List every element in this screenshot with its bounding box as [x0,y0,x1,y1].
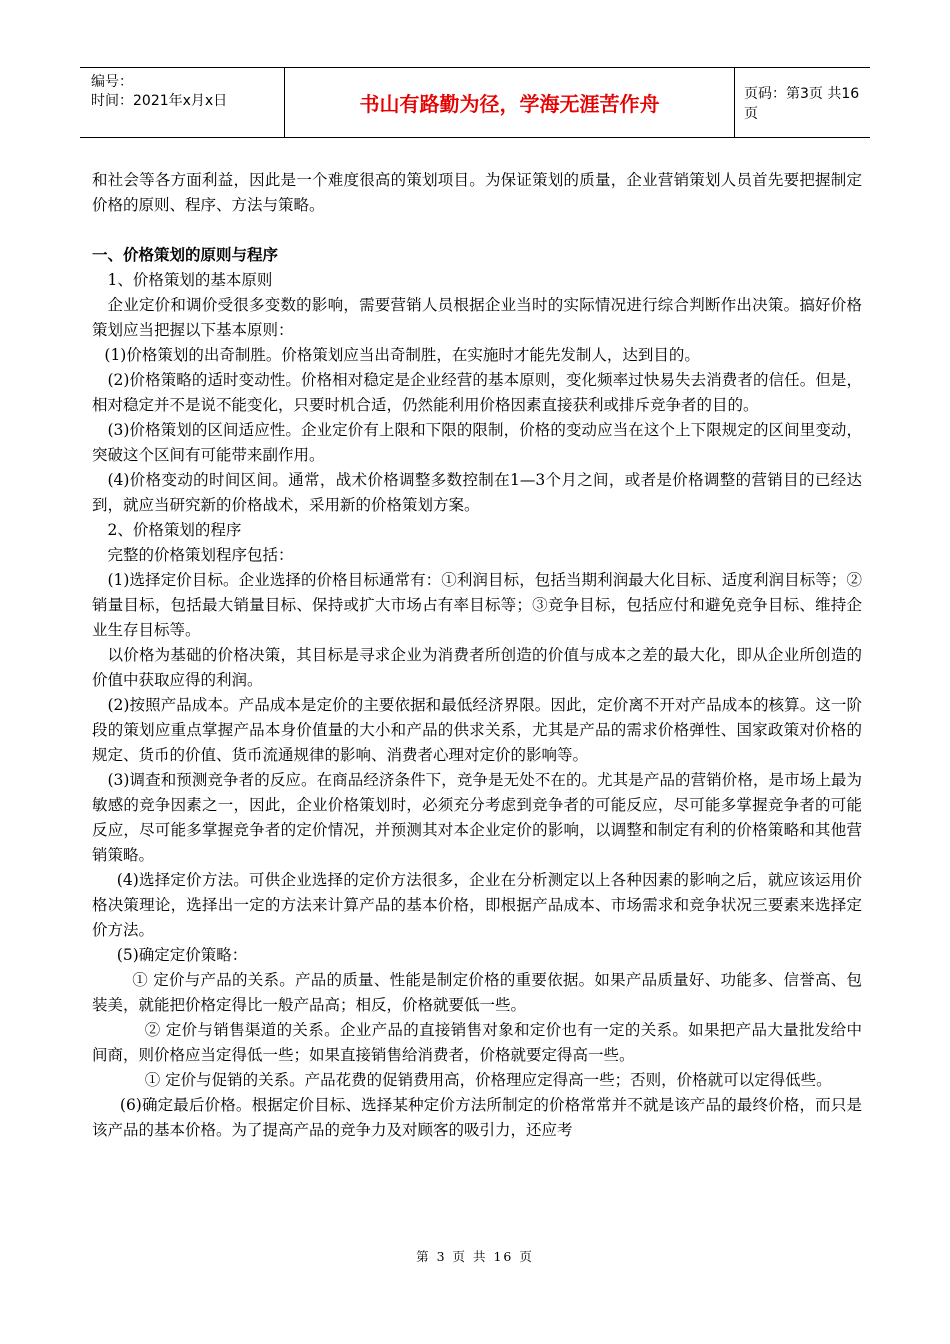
document-body [92,168,862,1143]
body-paragraph: ① 定价与促销的关系。产品花费的促销费用高，价格理应定得高一些；否则，价格就可以定得低些。 [144,1071,832,1089]
body-paragraph: 2、价格策划的程序 [107,521,242,539]
time-label: 时间：2021年x月x日 [91,93,228,109]
body-paragraph: 完整的价格策划程序包括： [107,546,294,564]
body-paragraph: (4)选择定价方法。可供企业选择的定价方法很多，企业在分析测定以上各种因素的影响之后，就应该运用价格决策理论，选择出一定的方法来计算产品的基本价格，即根据产品成本、市场需求和竞争状况三要素来选择定价方法。 [92,871,862,939]
section-heading: 一、价格策划的原则与程序 [92,246,279,264]
body-paragraph: (2)价格策略的适时变动性。价格相对稳定是企业经营的基本原则，变化频率过快易失去消费者的信任。但是，相对稳定并不是说不能变化，只要时机合适，仍然能利用价格因素直接获利或排斥竞争者的目的。 [92,371,862,414]
body-paragraph: 1、价格策划的基本原则 [107,271,273,289]
body-paragraph: (5)确定定价策略： [116,946,248,964]
body-paragraph: 企业定价和调价受很多变数的影响，需要营销人员根据企业当时的实际情况进行综合判断作出决策。搞好价格策划应当把握以下基本原则： [92,296,862,339]
page-footer: 第 3 页 共 16 页 [416,1249,534,1264]
blank-line [92,218,862,243]
header-page-info: 页码：第3页 共16页 [744,85,860,122]
body-paragraph: 和社会等各方面利益，因此是一个难度很高的策划项目。为保证策划的质量，企业营销策划人员首先要把握制定价格的原则、程序、方法与策略。 [92,171,862,214]
body-paragraph: (2)按照产品成本。产品成本是定价的主要依据和最低经济界限。因此，定价离不开对产品成本的核算。这一阶段的策划应重点掌握产品本身价值量的大小和产品的供求关系，尤其是产品的需求价格弹性、国家政策对价格的规定、货币的价值、货币流通规律的影响、消费者心理对定价的影响等。 [92,696,862,764]
body-paragraph: (3)价格策划的区间适应性。企业定价有上限和下限的限制，价格的变动应当在这个上下限规定的区间里变动，突破这个区间有可能带来副作用。 [92,421,862,464]
page-header [80,67,870,138]
body-paragraph: ① 定价与产品的关系。产品的质量、性能是制定价格的重要依据。如果产品质量好、功能多、信誉高、包装美，就能把价格定得比一般产品高；相反，价格就要低一些。 [92,971,862,1014]
number-label: 编号： [91,74,133,90]
body-paragraph: (1)价格策划的出奇制胜。价格策划应当出奇制胜，在实施时才能先发制人，达到目的。 [104,346,700,364]
body-paragraph: 以价格为基础的价格决策，其目标是寻求企业为消费者所创造的价值与成本之差的最大化，即从企业所创造的价值中获取应得的利润。 [92,646,862,689]
body-paragraph: (4)价格变动的时间区间。通常，战术价格调整多数控制在1—3个月之间，或者是价格调整的营销目的已经达到，就应当研究新的价格战术，采用新的价格策划方案。 [92,471,862,514]
body-paragraph: (1)选择定价目标。企业选择的价格目标通常有：①利润目标，包括当期利润最大化目标、适度利润目标等；②销量目标，包括最大销量目标、保持或扩大市场占有率目标等；③竞争目标，包括应付和避免竞争目标、维持企业生存目标等。 [92,571,862,639]
body-paragraph: ② 定价与销售渠道的关系。企业产品的直接销售对象和定价也有一定的关系。如果把产品大量批发给中间商，则价格应当定得低一些；如果直接销售给消费者，价格就要定得高一些。 [92,1021,862,1064]
body-paragraph: (3)调查和预测竞争者的反应。在商品经济条件下，竞争是无处不在的。尤其是产品的营销价格，是市场上最为敏感的竞争因素之一，因此，企业价格策划时，必须充分考虑到竞争者的可能反应，尽可能多掌握竞争者的可能反应，尽可能多掌握竞争者的定价情况，并预测其对本企业定价的影响，以调整和制定有利的价格策略和其他营销策略。 [92,771,862,864]
body-paragraph: (6)确定最后价格。根据定价目标、选择某种定价方法所制定的价格常常并不就是该产品的最终价格，而只是该产品的基本价格。为了提高产品的竞争力及对顾客的吸引力，还应考 [92,1096,862,1139]
header-motto: 书山有路勤为径，学海无涯苦作舟 [285,68,735,137]
header-meta [80,68,285,137]
